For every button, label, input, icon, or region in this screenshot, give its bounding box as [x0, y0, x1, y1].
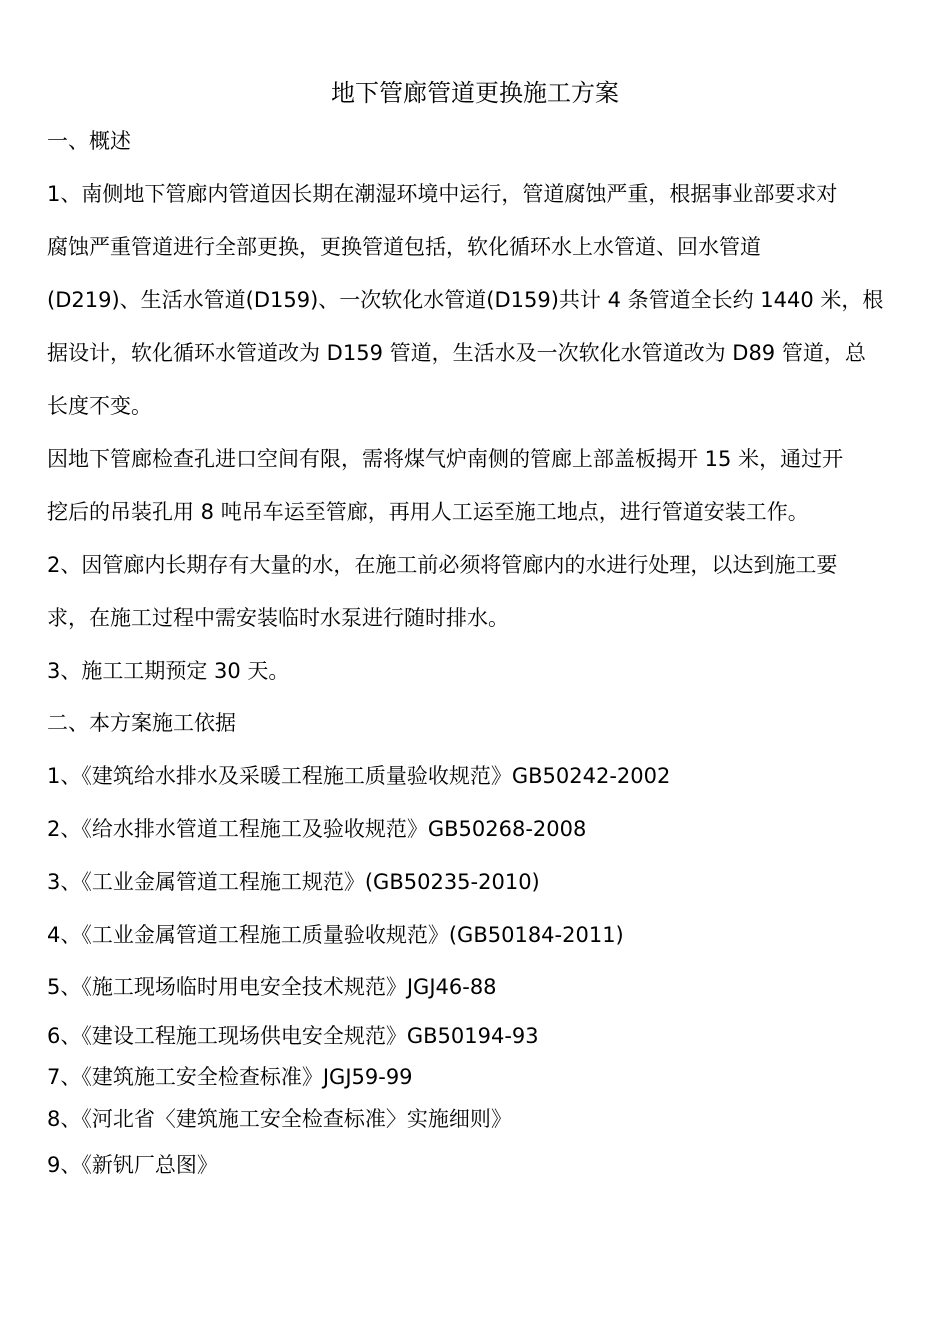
paragraph-line: 腐蚀严重管道进行全部更换，更换管道包括，软化循环水上水管道、回水管道 [47, 235, 761, 259]
list-item: 9、《新钒厂总图》 [47, 1153, 218, 1177]
list-item: 1、《建筑给水排水及采暖工程施工质量验收规范》GB50242-2002 [47, 764, 671, 788]
paragraph-line: 1、南侧地下管廊内管道因长期在潮湿环境中运行，管道腐蚀严重，根据事业部要求对 [47, 182, 838, 206]
paragraph-line: 3、施工工期预定 30 天。 [47, 659, 290, 683]
paragraph-line: 因地下管廊检查孔进口空间有限，需将煤气炉南侧的管廊上部盖板揭开 15 米，通过开 [47, 447, 844, 471]
paragraph-line: 据设计，软化循环水管道改为 D159 管道，生活水及一次软化水管道改为 D89 管道，总 [47, 341, 866, 365]
list-item: 3、《工业金属管道工程施工规范》(GB50235-2010) [47, 870, 540, 894]
list-item: 2、《给水排水管道工程施工及验收规范》GB50268-2008 [47, 817, 587, 841]
list-item: 8、《河北省〈建筑施工安全检查标准〉实施细则》 [47, 1107, 512, 1131]
section-heading-basis: 二、本方案施工依据 [47, 711, 236, 735]
paragraph-line: (D219)、生活水管道(D159)、一次软化水管道(D159)共计 4 条管道全长约 1440 米，根 [47, 288, 884, 312]
list-item: 6、《建设工程施工现场供电安全规范》GB50194-93 [47, 1024, 539, 1048]
list-item: 7、《建筑施工安全检查标准》JGJ59-99 [47, 1065, 413, 1089]
paragraph-line: 求，在施工过程中需安装临时水泵进行随时排水。 [47, 606, 509, 630]
list-item: 5、《施工现场临时用电安全技术规范》JGJ46-88 [47, 975, 497, 999]
paragraph-line: 长度不变。 [47, 394, 152, 418]
section-heading-overview: 一、概述 [47, 129, 131, 153]
list-item: 4、《工业金属管道工程施工质量验收规范》(GB50184-2011) [47, 923, 624, 947]
paragraph-line: 挖后的吊装孔用 8 吨吊车运至管廊，再用人工运至施工地点，进行管道安装工作。 [47, 500, 809, 524]
paragraph-line: 2、因管廊内长期存有大量的水，在施工前必须将管廊内的水进行处理，以达到施工要 [47, 553, 838, 577]
document-title: 地下管廊管道更换施工方案 [331, 79, 619, 107]
